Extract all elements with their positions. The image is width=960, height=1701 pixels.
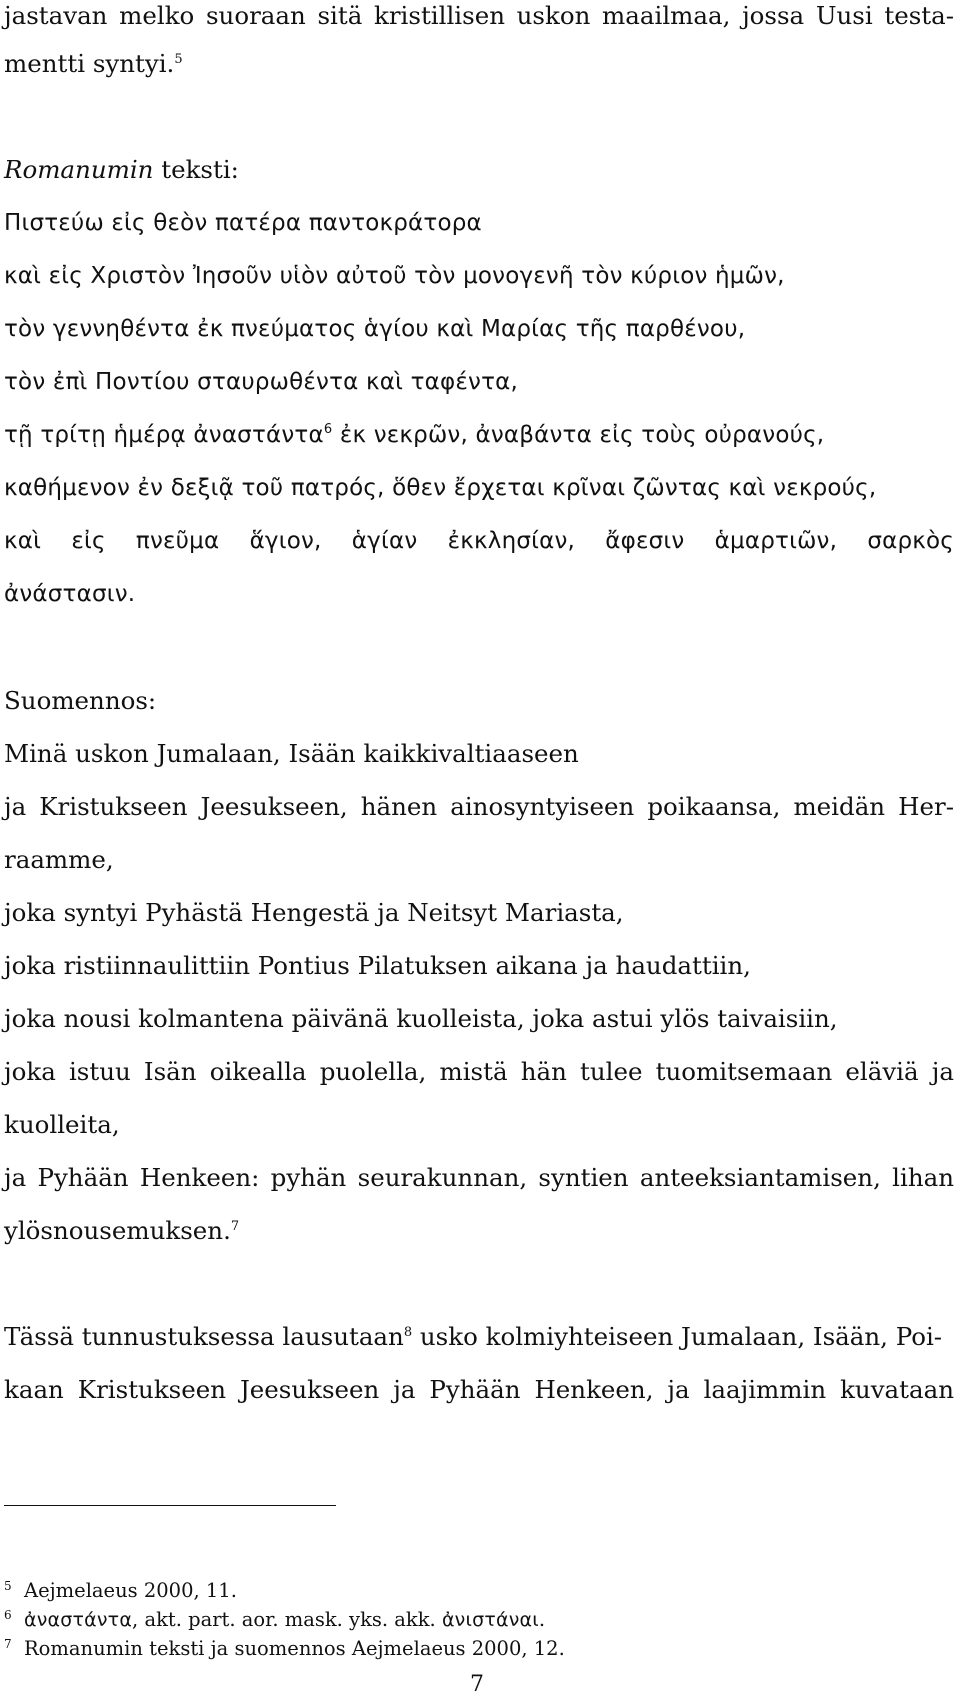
footnote-6-text: , akt. part. aor. mask. yks. akk. [132, 1608, 442, 1631]
footnote-6-greek-2: ἀνιστάναι [441, 1609, 539, 1631]
translation-line-5: joka ristiinnaulittiin Pontius Pilatuksen aikana ja haudattiin, [4, 951, 751, 980]
page-number: 7 [470, 1672, 484, 1697]
footnote-6-end: . [538, 1608, 546, 1631]
greek-line-5-b: ἐκ νεκρῶν, ἀναβάντα εἰς τοὺς οὐρανούς, [332, 422, 825, 448]
footnote-ref-7: 7 [230, 1219, 240, 1234]
greek-line-8: ἀνάστασιν. [4, 581, 136, 607]
footnote-ref-6: 6 [323, 422, 333, 437]
footnote-separator [4, 1505, 336, 1506]
greek-line-7: καὶ εἰς πνεῦμα ἅγιον, ἁγίαν ἐκκλησίαν, ἄφεσιν ἁμαρτιῶν, σαρκὸς [4, 528, 954, 554]
footnote-ref-5: 5 [174, 52, 183, 67]
translation-heading: Suomennos: [4, 686, 157, 715]
footnote-7-text: Romanumin teksti ja suomennos Aejmelaeus 2000, 12. [24, 1637, 565, 1660]
romanum-heading [4, 154, 954, 186]
romanum-heading-rest: teksti: [153, 155, 239, 184]
translation-line-4: joka syntyi Pyhästä Hengestä ja Neitsyt Mariasta, [4, 898, 624, 927]
greek-line-3: τὸν γεννηθέντα ἐκ πνεύματος ἁγίου καὶ Μαρίας τῆς παρθένου, [4, 316, 746, 342]
intro-line-2-text: mentti syntyi. [4, 49, 175, 78]
translation-line-3: raamme, [4, 845, 114, 874]
greek-line-5-a: τῇ τρίτῃ ἡμέρᾳ ἀναστάντα [4, 422, 324, 448]
intro-line-1: jastavan melko suoraan sitä kristillisen uskon maailmaa, jossa Uusi testa- [4, 1, 954, 30]
translation-line-7: joka istuu Isän oikealla puolella, mistä hän tulee tuomitsemaan eläviä ja [4, 1057, 954, 1086]
translation-line-2: ja Kristukseen Jeesukseen, hänen ainosyntyiseen poikaansa, meidän Her- [4, 792, 954, 821]
translation-last-text: ylösnousemuksen. [4, 1216, 231, 1245]
footnote-5-text: Aejmelaeus 2000, 11. [24, 1579, 237, 1602]
closing-line-1-wrap [4, 1321, 942, 1353]
footnote-6: $^6$ ἀναστάντα, akt. part. aor. mask. yks. akk. ἀνιστάναι. [4, 1608, 546, 1631]
translation-line-1: Minä uskon Jumalaan, Isään kaikkivaltiaaseen [4, 739, 579, 768]
greek-line-5 [4, 419, 954, 451]
romanum-heading-italic: Romanumin [4, 155, 154, 184]
greek-line-6: καθήμενον ἐν δεξιᾷ τοῦ πατρός, ὅθεν ἔρχεται κρῖναι ζῶντας καὶ νεκρούς, [4, 475, 877, 501]
footnote-5: $^5$ Aejmelaeus 2000, 11. [4, 1579, 237, 1602]
translation-line-6: joka nousi kolmantena päivänä kuolleista, joka astui ylös taivaisiin, [4, 1004, 838, 1033]
closing-line-1 [4, 1321, 954, 1353]
greek-line-4: τὸν ἐπὶ Ποντίου σταυρωθέντα καὶ ταφέντα, [4, 369, 518, 395]
greek-line-2: καὶ εἰς Χριστὸν Ἰησοῦν υἱὸν αὐτοῦ τὸν μονογενῆ τὸν κύριον ἡμῶν, [4, 263, 785, 289]
intro-line-2 [4, 48, 954, 80]
greek-line-1: Πιστεύω εἰς θεὸν πατέρα παντοκράτορα [4, 210, 482, 236]
closing-line-1-a: Tässä tunnustuksessa lausutaan [4, 1322, 404, 1351]
translation-line-8: kuolleita, [4, 1110, 120, 1139]
closing-line-2: kaan Kristukseen Jeesukseen ja Pyhään Henkeen, ja laajimmin kuvataan [4, 1375, 954, 1404]
footnote-7: $^7$ Romanumin teksti ja suomennos Aejmelaeus 2000, 12. [4, 1637, 565, 1660]
footnote-6-greek: ἀναστάντα [24, 1609, 133, 1631]
translation-line-10 [4, 1215, 954, 1247]
footnote-ref-8: 8 [403, 1325, 413, 1340]
translation-line-9: ja Pyhään Henkeen: pyhän seurakunnan, syntien anteeksiantamisen, lihan [4, 1163, 954, 1192]
closing-line-1-b: usko kolmiyhteiseen Jumalaan, Isään, Poi- [412, 1322, 943, 1351]
